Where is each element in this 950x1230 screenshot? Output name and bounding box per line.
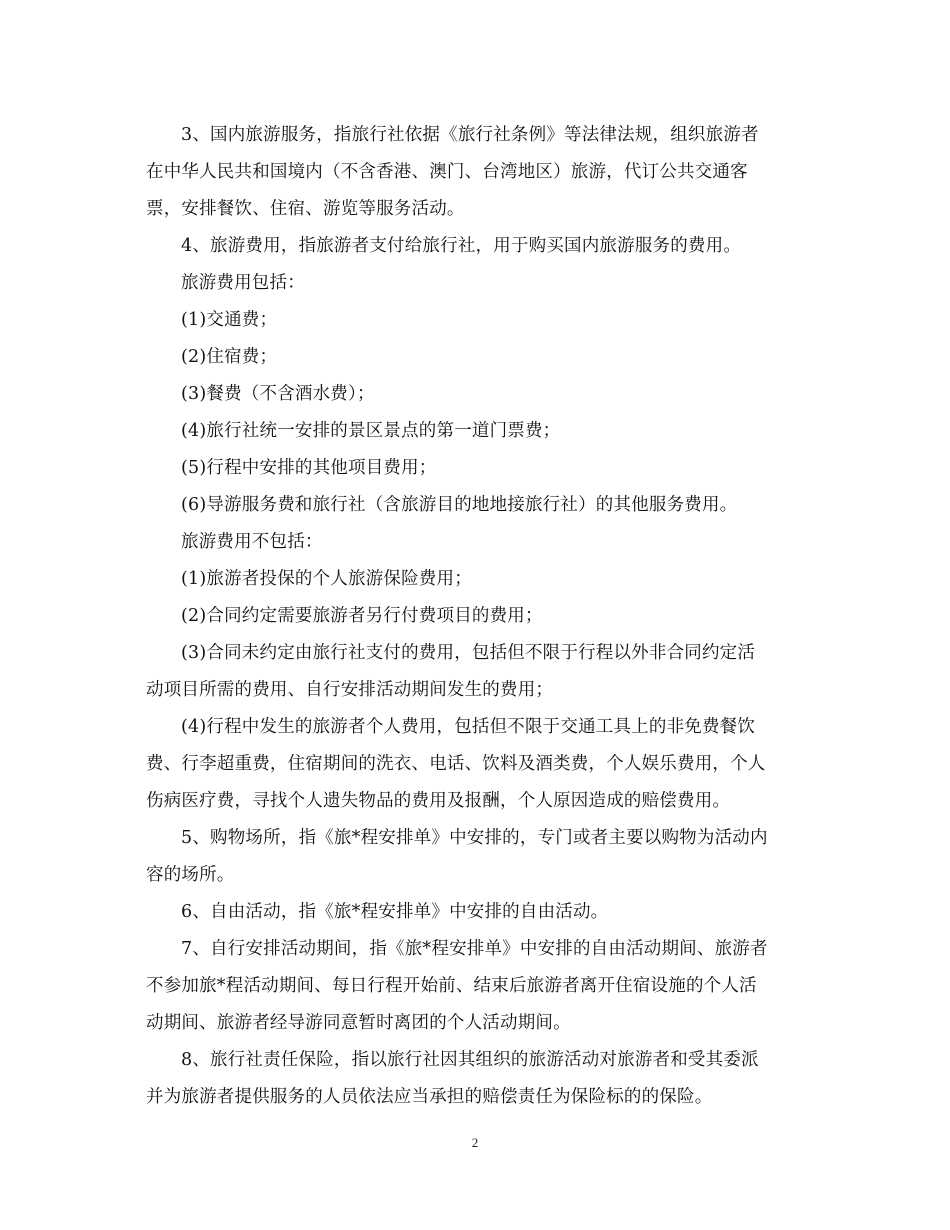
paragraph-line: (1)交通费； xyxy=(181,310,278,330)
paragraph-line: 8、旅行社责任保险，指以旅行社因其组织的旅游活动对旅游者和受其委派 xyxy=(181,1050,759,1070)
paragraph xyxy=(146,450,806,487)
paragraph-line: 不参加旅*程活动期间、每日行程开始前、结束后旅游者离开住宿设施的个人活 xyxy=(146,976,757,996)
paragraph-line: 在中华人民共和国境内（不含香港、澳门、台湾地区）旅游，代订公共交通客 xyxy=(146,162,748,182)
paragraph xyxy=(146,561,806,598)
paragraph-line: (4)旅行社统一安排的景区景点的第一道门票费； xyxy=(181,421,561,441)
paragraph-line: (1)旅游者投保的个人旅游保险费用； xyxy=(181,569,472,589)
paragraph-line: 并为旅游者提供服务的人员依法应当承担的赔偿责任为保险标的的保险。 xyxy=(146,1087,713,1107)
paragraph xyxy=(146,228,806,265)
paragraph xyxy=(146,709,806,820)
paragraph-line: (3)餐费（不含酒水费）； xyxy=(181,384,375,404)
paragraph xyxy=(146,413,806,450)
paragraph-line: (2)合同约定需要旅游者另行付费项目的费用； xyxy=(181,606,543,626)
paragraph xyxy=(146,820,806,894)
paragraph-line: (6)导游服务费和旅行社（含旅游目的地地接旅行社）的其他服务费用。 xyxy=(181,495,738,515)
document-body xyxy=(146,117,806,1116)
paragraph-line: (4)行程中发生的旅游者个人费用，包括但不限于交通工具上的非免费餐饮 xyxy=(181,717,756,737)
page-number: 2 xyxy=(471,1135,479,1150)
paragraph xyxy=(146,931,806,1042)
paragraph-line: (2)住宿费； xyxy=(181,347,278,367)
paragraph-line: 动期间、旅游者经导游同意暂时离团的个人活动期间。 xyxy=(146,1013,571,1033)
paragraph xyxy=(146,635,806,709)
paragraph-line: 动项目所需的费用、自行安排活动期间发生的费用； xyxy=(146,680,554,700)
paragraph-line: 6、自由活动，指《旅*程安排单》中安排的自由活动。 xyxy=(181,902,609,922)
paragraph xyxy=(146,339,806,376)
paragraph-line: 旅游费用不包括： xyxy=(181,532,323,552)
paragraph-line: (5)行程中安排的其他项目费用； xyxy=(181,458,437,478)
paragraph xyxy=(146,1042,806,1116)
paragraph xyxy=(146,376,806,413)
paragraph-line: 票，安排餐饮、住宿、游览等服务活动。 xyxy=(146,199,465,219)
paragraph xyxy=(146,487,806,524)
paragraph xyxy=(146,598,806,635)
paragraph-line: 旅游费用包括： xyxy=(181,273,305,293)
paragraph xyxy=(146,265,806,302)
paragraph-line: (3)合同未约定由旅行社支付的费用，包括但不限于行程以外非合同约定活 xyxy=(181,643,756,663)
paragraph-line: 4、旅游费用，指旅游者支付给旅行社，用于购买国内旅游服务的费用。 xyxy=(181,236,742,256)
paragraph-line: 容的场所。 xyxy=(146,865,235,885)
paragraph xyxy=(146,302,806,339)
paragraph-line: 3、国内旅游服务，指旅行社依据《旅行社条例》等法律法规，组织旅游者 xyxy=(181,125,759,145)
paragraph-line: 7、自行安排活动期间，指《旅*程安排单》中安排的自由活动期间、旅游者 xyxy=(181,939,768,959)
paragraph xyxy=(146,524,806,561)
paragraph xyxy=(146,117,806,228)
paragraph-line: 5、购物场所，指《旅*程安排单》中安排的，专门或者主要以购物为活动内 xyxy=(181,828,768,848)
paragraph-line: 费、行李超重费，住宿期间的洗衣、电话、饮料及酒类费，个人娱乐费用，个人 xyxy=(146,754,766,774)
paragraph-line: 伤病医疗费，寻找个人遗失物品的费用及报酬，个人原因造成的赔偿费用。 xyxy=(146,791,731,811)
paragraph xyxy=(146,894,806,931)
